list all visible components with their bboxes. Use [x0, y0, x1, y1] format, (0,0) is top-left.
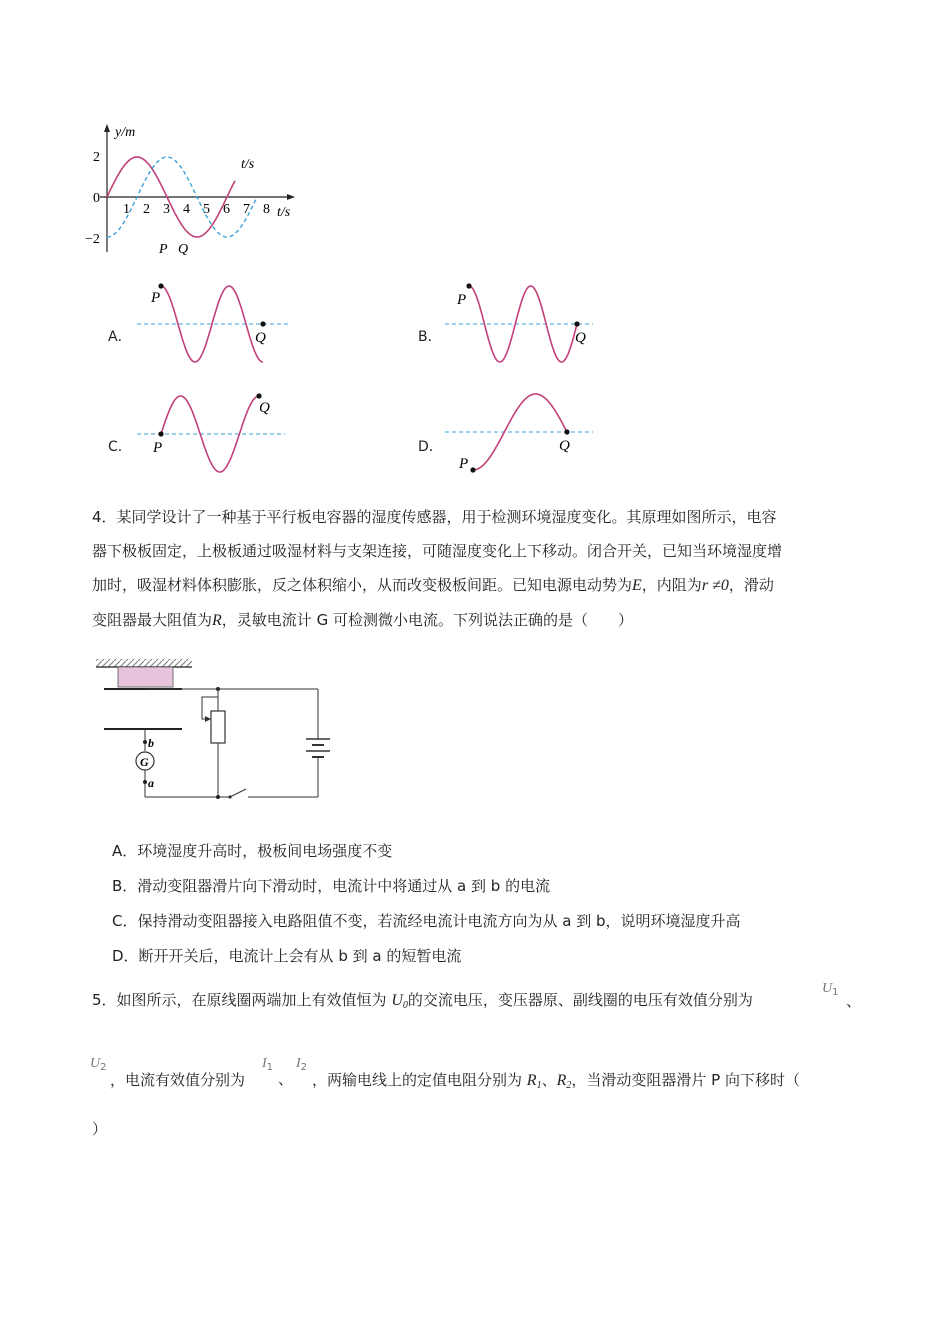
switch — [230, 789, 246, 797]
option-a-label[interactable]: A． — [108, 329, 132, 345]
option-c-wave[interactable] — [135, 388, 295, 478]
rheostat — [211, 711, 225, 743]
option-c-label[interactable]: C． — [108, 439, 132, 455]
q4-option-c[interactable]: C．保持滑动变阻器接入电路阻值不变，若流经电流计电流方向为从 a 到 b，说明环境湿度升高 — [112, 912, 741, 930]
point-q-label: Q — [178, 242, 189, 257]
q5-line-1: 5．如图所示，在原线圈两端加上有效值恒为 $U_0$的交流电压，变压器原、副线圈的电压有效值分别为 — [92, 991, 753, 1011]
option-d-p: P — [459, 456, 469, 472]
option-b-p: P — [457, 292, 467, 308]
option-b-wave[interactable] — [443, 280, 603, 370]
y-axis-label: y/m — [115, 125, 136, 140]
x-tick-label: 1 — [123, 202, 130, 217]
support-bracket — [96, 659, 192, 667]
galvanometer-label: G — [140, 755, 149, 769]
rheostat-symbol: R — [212, 612, 222, 629]
q4-stem — [92, 500, 872, 638]
u1-symbol: $U_1$ — [822, 981, 839, 998]
q5-line-3: ） — [92, 1120, 108, 1138]
i2-symbol: $I_2$ — [296, 1056, 308, 1073]
node-b: b — [148, 736, 154, 750]
option-a-q: Q — [255, 330, 266, 346]
u2-symbol: $U_2$ — [90, 1056, 107, 1073]
q4-line-4: 变阻器最大阻值为R，灵敏电流计 G 可检测微小电流。下列说法正确的是（ ） — [92, 611, 633, 629]
option-a-wave[interactable] — [135, 280, 295, 370]
q4-line-3: 加时，吸湿材料体积膨胀，反之体积缩小，从而改变极板间距。已知电源电动势为E，内阻为r ≠0，滑动 — [92, 576, 774, 594]
point-p-label: P — [159, 242, 168, 257]
option-wave-curve — [161, 286, 263, 362]
q5-sep-2: 、 — [278, 1070, 294, 1088]
x-tick-label: 6 — [223, 202, 230, 217]
option-c-q: Q — [259, 400, 270, 416]
wave-graph — [85, 120, 315, 260]
x-tick-label: 5 — [203, 202, 210, 217]
x-tick-label: 2 — [143, 202, 150, 217]
option-a-p: P — [151, 290, 161, 306]
y-tick-0: 0 — [93, 191, 100, 206]
option-d-wave[interactable] — [443, 388, 603, 478]
i1-symbol: $I_1$ — [262, 1056, 274, 1073]
q4-option-b[interactable]: B．滑动变阻器滑片向下滑动时，电流计中将通过从 a 到 b 的电流 — [112, 877, 551, 895]
q4-line-1: 4．某同学设计了一种基于平行板电容器的湿度传感器，用于检测环境湿度变化。其原理如图所示，电容 — [92, 508, 777, 526]
y-tick-2: 2 — [93, 150, 100, 165]
option-b-label[interactable]: B． — [418, 329, 442, 345]
option-d-q: Q — [559, 438, 570, 454]
q5-sep-1: 、 — [846, 992, 862, 1010]
option-b-q: Q — [575, 330, 586, 346]
emf-symbol: E — [632, 577, 642, 594]
x-axis-label: t/s — [277, 205, 291, 220]
x-tick-label: 8 — [263, 202, 270, 217]
x-tick-label: 7 — [243, 202, 250, 217]
q5-line-2a: ，电流有效值分别为 — [110, 1071, 246, 1089]
q5-line-2b: ，两输电线上的定值电阻分别为 $R_1$、$R_2$，当滑动变阻器滑片 P 向下移时（ — [312, 1071, 800, 1091]
x-tick-label: 3 — [163, 202, 170, 217]
node-a: a — [148, 776, 154, 790]
internal-resistance-symbol: r ≠0 — [701, 577, 729, 594]
option-d-label[interactable]: D． — [418, 439, 443, 455]
q4-option-a[interactable]: A．环境湿度升高时，极板间电场强度不变 — [112, 842, 393, 860]
y-tick-neg2: −2 — [85, 232, 100, 247]
q4-line-2: 器下极板固定，上极板通过吸湿材料与支架连接，可随湿度变化上下移动。闭合开关，已知当环境湿度增 — [92, 542, 783, 560]
option-c-p: P — [153, 440, 163, 456]
x-tick-label: 4 — [183, 202, 190, 217]
q4-option-d[interactable]: D．断开开关后，电流计上会有从 b 到 a 的短暂电流 — [112, 947, 462, 965]
capacitor-circuit-diagram — [90, 655, 340, 805]
absorbent-material — [118, 667, 173, 687]
x-axis-label-2: t/s — [241, 157, 255, 172]
